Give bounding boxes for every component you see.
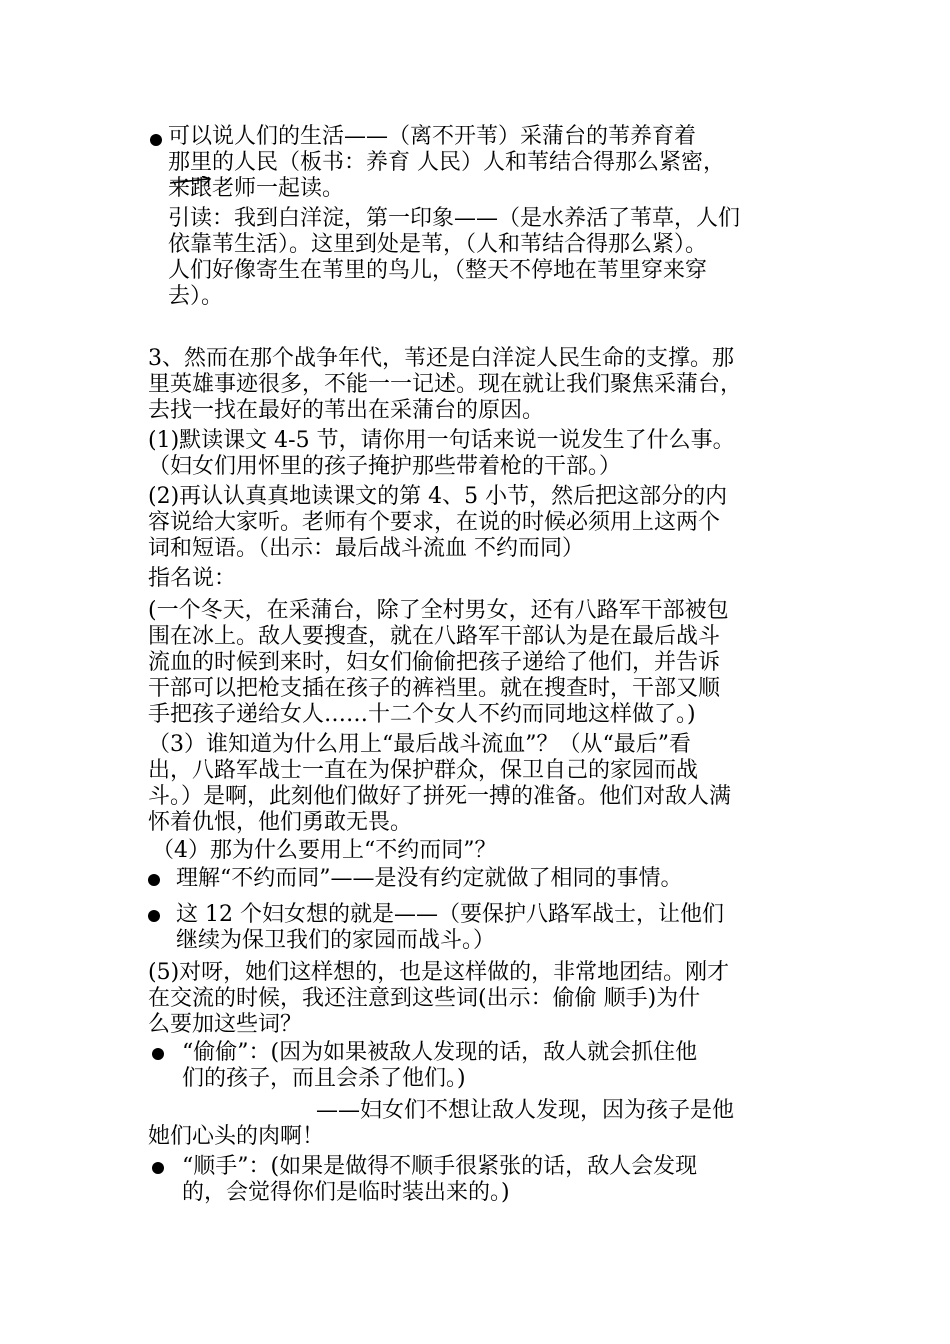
bullet-understand (176, 866, 806, 892)
text-line: 3、然而在那个战争年代，苇还是白洋淀人民生命的支撑。那 (148, 346, 734, 371)
paragraph-question-3 (148, 732, 808, 836)
text-line: 继续为保卫我们的家园而战斗。） (176, 928, 496, 953)
text-line: 理解“不约而同”——是没有约定就做了相同的事情。 (176, 866, 683, 891)
text-line: 手把孩子递给女人……十二个女人不约而同地这样做了。) (148, 702, 696, 727)
text-line: 她们心头的肉啊！ (148, 1124, 325, 1149)
text-line: (1)默读课文 4-5 节，请你用一句话来说一说发生了什么事。 (148, 428, 735, 453)
text-line: 来跟老师一起读。 (168, 176, 345, 201)
text-line: 引读：我到白洋淀，第一印象——（是水养活了苇草，人们 (168, 206, 741, 231)
paragraph-question-5 (148, 960, 808, 1038)
text-line: “偷偷”：(因为如果被敌人发现的话，敌人就会抓住他 (182, 1040, 698, 1065)
paragraph-section-3-intro (148, 346, 808, 424)
paragraph-secretly-note (148, 1098, 808, 1150)
bullet-icon (148, 874, 160, 886)
text-line: 人们好像寄生在苇里的鸟儿，（整天不停地在苇里穿来穿 (168, 258, 708, 283)
text-line: （妇女们用怀里的孩子掩护那些带着枪的干部。） (148, 454, 622, 479)
text-line: 在交流的时候，我还注意到这些词(出示：偷偷 顺手)为什 (148, 986, 701, 1011)
paragraph-guided-reading (168, 206, 808, 310)
text-line: 指名说： (148, 566, 237, 591)
text-line: “顺手”：(如果是做得不顺手很紧张的话，敌人会发现 (182, 1154, 698, 1179)
paragraph-question-2 (148, 484, 808, 562)
text-line: 容说给大家听。老师有个要求，在说的时候必须用上这两个 (148, 510, 721, 535)
text-line: (2)再认认真真地读课文的第 4、5 小节，然后把这部分的内 (148, 484, 728, 509)
text-line: 去找一找在最好的苇出在采蒲台的原因。 (148, 398, 545, 423)
text-line: 里英雄事迹很多，不能一一记述。现在就让我们聚焦采蒲台， (148, 372, 743, 397)
handwritten-arrow-icon (168, 176, 216, 190)
text-line: 这 12 个妇女想的就是——（要保护八路军战士，让他们 (176, 902, 724, 927)
text-line: (5)对呀，她们这样想的，也是这样做的，非常地团结。刚才 (148, 960, 730, 985)
bullet-secretly (182, 1040, 808, 1092)
text-line: 出，八路军战士一直在为保护群众，保卫自己的家园而战 (148, 758, 699, 783)
bullet-icon (152, 1048, 164, 1060)
text-line: 去）。 (168, 284, 224, 309)
paragraph-question-4 (152, 838, 812, 864)
paragraph-named-speaker (148, 566, 808, 592)
text-line: 的，会觉得你们是临时装出来的。) (182, 1180, 510, 1205)
bullet-icon (152, 1162, 164, 1174)
text-line: (一个冬天，在采蒲台，除了全村男女，还有八路军干部被包 (148, 598, 729, 623)
text-line: 们的孩子，而且会杀了他们。) (182, 1066, 466, 1091)
paragraph-life-reed (168, 124, 808, 202)
text-line: ——妇女们不想让敌人发现，因为孩子是他 (316, 1098, 735, 1123)
bullet-twelve-women (176, 902, 806, 954)
text-line: 可以说人们的生活——（离不开苇）采蒲台的苇养育着 (168, 124, 697, 149)
paragraph-story-answer (148, 598, 808, 728)
text-line: 怀着仇恨，他们勇敢无畏。 (148, 810, 413, 835)
bullet-icon (150, 134, 162, 146)
bullet-icon (148, 910, 160, 922)
text-line: 围在冰上。敌人要搜查，就在八路军干部认为是在最后战斗 (148, 624, 721, 649)
text-line: 流血的时候到来时，妇女们偷偷把孩子递给了他们，并告诉 (148, 650, 721, 675)
bullet-handily (182, 1154, 808, 1206)
text-line: 那里的人民（板书：养育 人民）人和苇结合得那么紧密， (168, 150, 725, 175)
text-line: 斗。）是啊，此刻他们做好了拼死一搏的准备。他们对敌人满 (148, 784, 732, 809)
text-line: 依靠苇生活）。这里到处是苇，（人和苇结合得那么紧）。 (168, 232, 708, 257)
text-line: 么要加这些词？ (148, 1012, 303, 1037)
text-line: （3）谁知道为什么用上“最后战斗流血”？（从“最后”看 (148, 732, 691, 757)
text-line: 词和短语。（出示：最后战斗流血 不约而同） (148, 536, 584, 561)
paragraph-question-1 (148, 428, 808, 480)
text-line: 干部可以把枪支插在孩子的裤裆里。就在搜查时，干部又顺 (148, 676, 721, 701)
text-line: （4）那为什么要用上“不约而同”？ (152, 838, 497, 863)
